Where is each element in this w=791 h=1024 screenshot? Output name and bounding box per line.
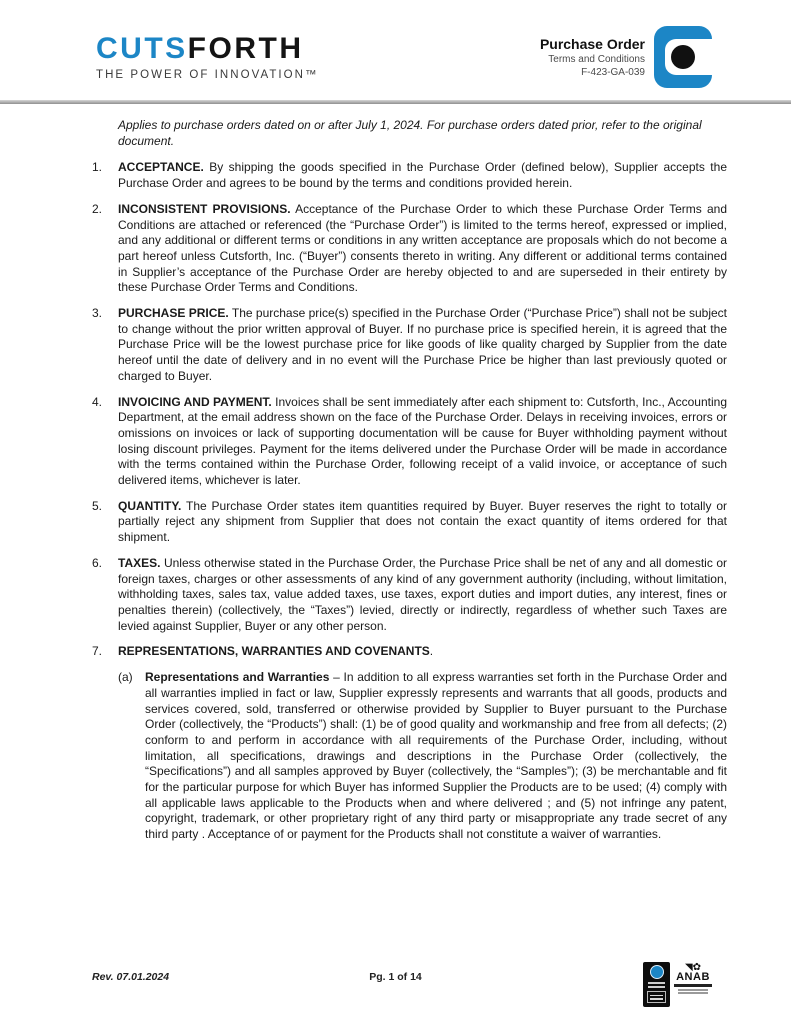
term-paragraph bbox=[118, 160, 727, 191]
term-number: 5. bbox=[92, 498, 103, 513]
document-form-code: F-423-GA-039 bbox=[581, 67, 645, 79]
brand-logo bbox=[96, 34, 319, 81]
brand-wordmark-forth: FORTH bbox=[187, 32, 304, 65]
term-body-text: Unless otherwise stated in the Purchase Order, the Purchase Price shall be net of any and all domestic or foreign taxes, charges or other assessments of any kind of any government authority (including, without limitation, withholding taxes, sales tax, value added taxes, use taxes, export duties and import duties, any interest, fines or penalties therein) (collectively, the “Taxes”) levied, directly or indirectly, regardless of whether such Taxes are levied against Supplier, Buyer or any other person. bbox=[118, 555, 728, 633]
subterm-lead: Representations and Warranties bbox=[145, 670, 330, 685]
nqa-globe-icon bbox=[650, 965, 664, 979]
term-title: PURCHASE PRICE. bbox=[118, 306, 229, 321]
brand-tagline: THE POWER OF INNOVATION™ bbox=[96, 69, 319, 81]
terms-body bbox=[0, 104, 791, 843]
certification-badges bbox=[643, 962, 713, 1007]
subterm-label: (a) bbox=[118, 670, 133, 685]
term-body-text: The Purchase Order states item quantities required by Buyer. Buyer reserves the right to totally or partially reject any shipment from Supplier that does not contain the exact quantity of items ordered for that shipment. bbox=[118, 498, 727, 545]
term-paragraph bbox=[118, 644, 727, 660]
subterm-item-representations-and-warranties bbox=[118, 670, 727, 843]
document-subtitle: Terms and Conditions bbox=[548, 54, 645, 66]
term-number: 6. bbox=[92, 555, 103, 570]
term-paragraph bbox=[118, 556, 727, 635]
subterm-paragraph bbox=[145, 670, 727, 843]
term-number: 7. bbox=[92, 644, 103, 659]
nqa-certification-badge-icon bbox=[643, 962, 670, 1007]
term-title: QUANTITY. bbox=[118, 498, 182, 513]
nqa-registered-box bbox=[647, 991, 666, 1003]
term-title: TAXES. bbox=[118, 555, 161, 570]
term-item-quantity bbox=[92, 499, 727, 546]
brand-wordmark-cuts: CUTS bbox=[96, 32, 188, 65]
term-title-period: . bbox=[429, 644, 434, 659]
subterm-body-text: – In addition to all express warranties set forth in the Purchase Order and all warranties implied in fact or law, Supplier expressly represents and warrants that all goods, products and services covered, sold, transferred or otherwise provided by Supplier to Buyer pursuant to the Purchase Order (collectively, the “Products”) shall: (1) be of good quality and workmanship and free from all defects; (2) conform to and perform in accordance with all requirements of the Purchase Order, including, without limitation, all specifications, drawings and descriptions in the Purchase Order (collectively, the “Specifications”) and all samples approved by Buyer (collectively, the “Samples”); (3) be merchantable and fit for the particular purpose for which Buyer has informed Supplier the Products are to be used; (4) comply with all applicable laws applicable to the Products when and where delivered ; and (5) not infringe any patent, copyright, trademark, or other proprietary right of any third party or misappropriate any trade secret of any third party . Acceptance of or payment for the Products shall not constitute a waiver of warranties. bbox=[145, 670, 727, 842]
term-item-representations-warranties-covenants bbox=[92, 644, 727, 842]
footer-revision: Rev. 07.01.2024 bbox=[92, 971, 170, 983]
brand-wordmark bbox=[96, 34, 319, 64]
term-title: INCONSISTENT PROVISIONS. bbox=[118, 201, 291, 216]
term-number: 2. bbox=[92, 201, 103, 216]
term-body-text: By shipping the goods specified in the Purchase Order (defined below), Supplier accepts the Purchase Order and agrees to be bound by the terms and conditions provided herein. bbox=[118, 160, 727, 191]
term-title: INVOICING AND PAYMENT. bbox=[118, 394, 272, 409]
document-header bbox=[0, 0, 791, 100]
anab-accredited-badge-icon bbox=[673, 962, 713, 1005]
term-item-purchase-price bbox=[92, 306, 727, 385]
term-title: REPRESENTATIONS, WARRANTIES AND COVENANTS bbox=[118, 644, 430, 659]
term-paragraph bbox=[118, 306, 727, 385]
term-body-text: The purchase price(s) specified in the Purchase Order (“Purchase Price”) shall not be subject to change without the prior written approval of Buyer. If no purchase price is specified herein, it is agreed that the Purchase Price will be the lowest purchase price for like goods of like quality charged by Supplier from the date hereof until the date of delivery and in no event will the Purchase Price be higher than last previously quoted or charged to Buyer. bbox=[118, 306, 728, 383]
term-number: 1. bbox=[92, 160, 103, 175]
term-title: ACCEPTANCE. bbox=[118, 160, 204, 175]
term-body-text: Invoices shall be sent immediately after each shipment to: Cutsforth, Inc., Accounting Department, at the email address shown on the face of the Purchase Order. Delays in receiving invoices, errors or omissions on invoices or lack of supporting documentation will be cause for Buyer withholding payment without losing discount privileges. Payment for the items delivered under the Purchase Order will be made in accordance with the terms contained within the Purchase Order, following receipt of a valid invoice, or acceptance of such delivered items, whichever is later. bbox=[118, 394, 727, 488]
term-paragraph bbox=[118, 499, 727, 546]
term-paragraph bbox=[118, 395, 727, 489]
anab-label: ANAB bbox=[676, 971, 710, 983]
c-icon-dot bbox=[671, 45, 695, 69]
nqa-text-line bbox=[648, 982, 665, 984]
anab-accredited-bar bbox=[674, 984, 712, 987]
nqa-text-line bbox=[648, 986, 665, 988]
term-item-taxes bbox=[92, 556, 727, 635]
term-item-invoicing-and-payment bbox=[92, 395, 727, 489]
anab-torch-icon: ◥✿ bbox=[684, 962, 702, 973]
cutsforth-c-icon bbox=[654, 26, 712, 88]
term-number: 4. bbox=[92, 394, 103, 409]
document-meta bbox=[540, 34, 645, 79]
term-number: 3. bbox=[92, 306, 103, 321]
footer-page-number: Pg. 1 of 14 bbox=[369, 971, 422, 983]
term-body-text: Acceptance of the Purchase Order to which these Purchase Order Terms and Conditions are attached or referenced (the “Purchase Order”) is limited to the terms hereof, expressed or implied, and any additional or different terms or conditions in any written acceptance are proposals which do not become a part hereof unless Cutsforth, Inc. (“Buyer”) consents thereto in writing. Any different or additional terms contained in Supplier’s acceptance of the Purchase Order are hereby objected to and are superseded in their entirety by these Purchase Order Terms and Conditions. bbox=[118, 201, 727, 295]
term-item-inconsistent-provisions bbox=[92, 202, 727, 296]
anab-fine-print-lines bbox=[678, 989, 708, 994]
term-paragraph bbox=[118, 202, 727, 296]
document-title: Purchase Order bbox=[539, 36, 645, 52]
term-item-acceptance bbox=[92, 160, 727, 191]
applicability-note: Applies to purchase orders dated on or after July 1, 2024. For purchase orders dated prior, refer to the original document. bbox=[118, 118, 702, 148]
